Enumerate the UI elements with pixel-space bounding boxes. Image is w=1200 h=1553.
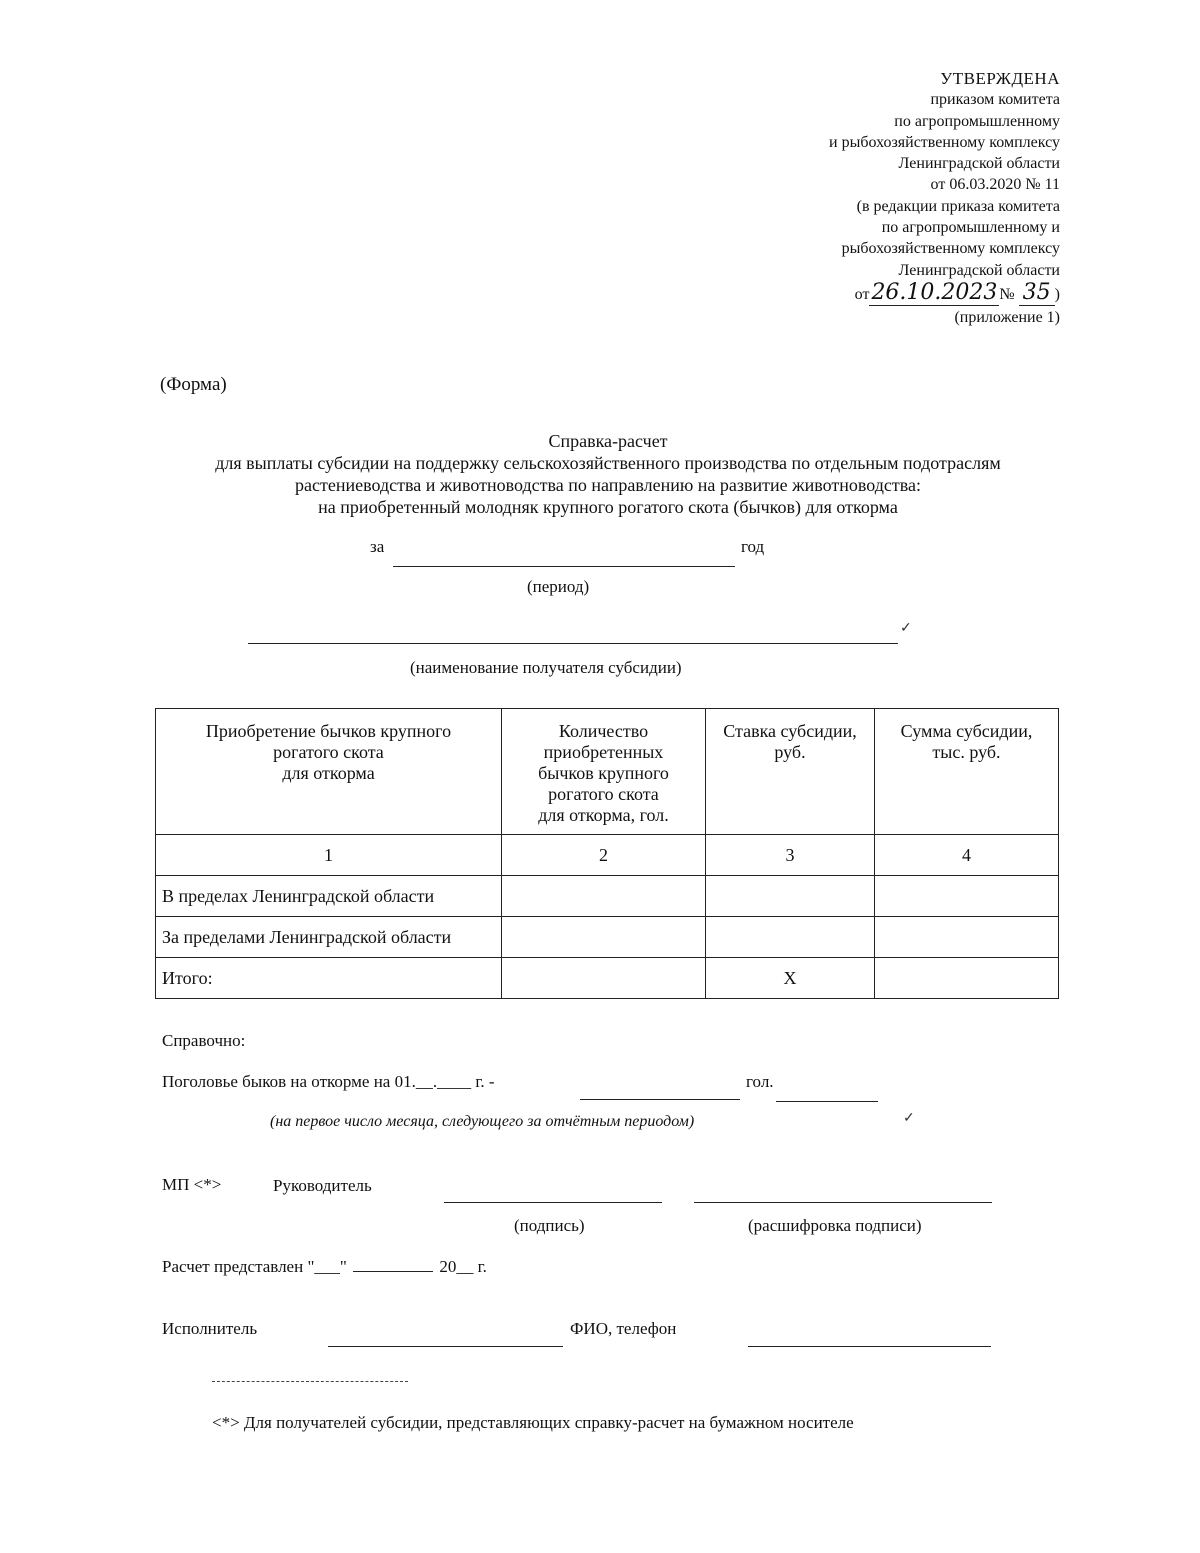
header-text: бычков крупного [538, 763, 669, 783]
header-text: Приобретение бычков крупного [205, 721, 452, 741]
document-subtitle-line: на приобретенный молодняк крупного рогатого скота (бычков) для откорма [318, 497, 898, 517]
header-text: рогатого скота [548, 784, 659, 804]
column-number: 2 [502, 835, 706, 876]
head-label: Руководитель [273, 1176, 372, 1195]
header-text: для откорма, гол. [538, 805, 669, 825]
recipient-input-line[interactable] [248, 643, 898, 644]
approval-block [829, 68, 1060, 328]
submitted-date-prefix: Расчет представлен "___" [162, 1257, 347, 1276]
approval-line: приказом комитета [930, 91, 1060, 109]
header-text: рогатого скота [273, 742, 384, 762]
header-text: тыс. руб. [932, 742, 1001, 762]
number-prefix: № [999, 285, 1015, 303]
approval-title: УТВЕРЖДЕНА [940, 69, 1060, 88]
date-prefix: от [854, 285, 870, 303]
approval-line: Ленинградской области [898, 155, 1060, 173]
handwritten-number: 35 [1019, 281, 1055, 306]
approval-line: по агропромышленному [894, 112, 1060, 130]
executor-contact-input-line[interactable] [748, 1346, 991, 1347]
approval-line: и рыбохозяйственному комплексу [829, 133, 1060, 151]
table-number-row [156, 835, 1059, 876]
table-header-row [156, 709, 1059, 835]
header-text: Сумма субсидии, [900, 721, 1033, 741]
table-row-total [156, 958, 1059, 999]
header-cell-1 [156, 709, 502, 835]
period-caption: (период) [527, 577, 590, 596]
document-title: Справка-расчет [548, 431, 668, 451]
header-cell-4 [875, 709, 1059, 835]
handwritten-date: 26.10.2023 [871, 279, 998, 305]
quantity-cell[interactable] [502, 917, 706, 958]
row-label: В пределах Ленинградской области [156, 876, 502, 917]
executor-input-line[interactable] [328, 1346, 563, 1347]
form-label: (Форма) [160, 374, 227, 395]
livestock-unit-line [776, 1101, 878, 1102]
livestock-text: Поголовье быков на откорме на 01.__.____ г. - [162, 1072, 495, 1091]
header-cell-3 [706, 709, 875, 835]
quantity-cell[interactable] [502, 958, 706, 999]
column-number: 1 [156, 835, 502, 876]
submitted-month-line[interactable] [353, 1257, 433, 1272]
table-row [156, 876, 1059, 917]
sum-cell[interactable] [875, 876, 1059, 917]
document-title-block [0, 430, 1200, 518]
recipient-caption: (наименование получателя субсидии) [410, 658, 682, 677]
header-text: Количество [558, 721, 649, 741]
decode-caption: (расшифровка подписи) [748, 1216, 922, 1235]
sum-cell[interactable] [875, 958, 1059, 999]
subsidy-table [155, 708, 1059, 999]
livestock-note: (на первое число месяца, следующего за отчётным периодом) [270, 1113, 695, 1130]
stamp-label: МП <*> [162, 1175, 222, 1194]
executor-contact-label: ФИО, телефон [570, 1319, 677, 1338]
header-text: руб. [774, 742, 806, 762]
approval-line: по агропромышленному и [881, 219, 1060, 237]
header-text: приобретенных [543, 742, 664, 762]
period-suffix: год [741, 537, 765, 556]
row-label: Итого: [156, 958, 502, 999]
approval-line: рыбохозяйственному комплексу [841, 240, 1060, 258]
column-number: 4 [875, 835, 1059, 876]
header-cell-2 [502, 709, 706, 835]
approval-date-line [829, 281, 1060, 307]
document-subtitle-line: для выплаты субсидии на поддержку сельскохозяйственного производства по отдельным подотраслям [215, 453, 1001, 473]
table-row [156, 917, 1059, 958]
row-label: За пределами Ленинградской области [156, 917, 502, 958]
header-text: для откорма [282, 763, 375, 783]
approval-line: от 06.03.2020 № 11 [930, 176, 1060, 194]
document-subtitle-line: растениеводства и животноводства по направлению на развитие животноводства: [295, 475, 921, 495]
submitted-year: 20__ г. [439, 1257, 487, 1276]
column-number: 3 [706, 835, 875, 876]
executor-label: Исполнитель [162, 1319, 258, 1338]
submitted-date-text [162, 1257, 487, 1277]
signature-caption: (подпись) [514, 1216, 585, 1235]
rate-cell: Х [706, 958, 875, 999]
period-prefix: за [370, 537, 385, 556]
livestock-unit: гол. [746, 1072, 774, 1091]
footnote-separator [212, 1381, 408, 1382]
reference-title: Справочно: [162, 1031, 246, 1050]
check-mark-icon: ✓ [903, 1111, 915, 1126]
approval-line: Ленинградской области [898, 261, 1060, 279]
approval-appendix: (приложение 1) [954, 308, 1060, 326]
signature-input-line[interactable] [444, 1202, 662, 1203]
sum-cell[interactable] [875, 917, 1059, 958]
livestock-input-line[interactable] [580, 1099, 740, 1100]
approval-line: (в редакции приказа комитета [856, 197, 1060, 215]
close-paren: ) [1054, 285, 1060, 303]
period-input-line[interactable] [393, 566, 735, 567]
header-text: Ставка субсидии, [723, 721, 857, 741]
quantity-cell[interactable] [502, 876, 706, 917]
footnote-text: <*> Для получателей субсидии, представляющих справку-расчет на бумажном носителе [212, 1413, 854, 1432]
check-mark-icon: ✓ [900, 621, 912, 636]
signature-decode-input-line[interactable] [694, 1202, 992, 1203]
rate-cell[interactable] [706, 876, 875, 917]
rate-cell[interactable] [706, 917, 875, 958]
